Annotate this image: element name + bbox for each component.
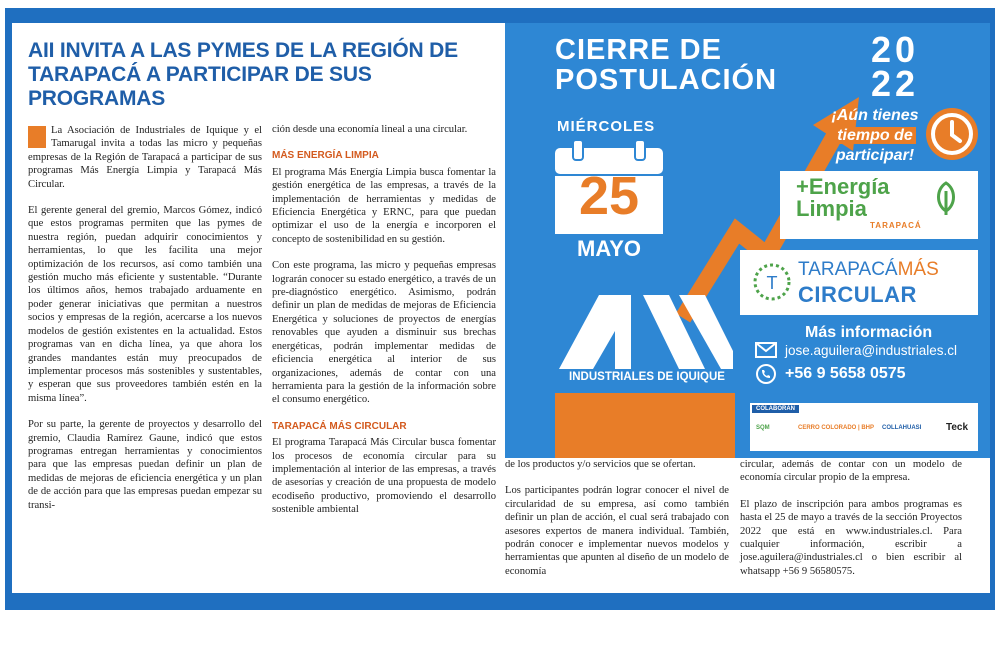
subheading-circular: TARAPACÁ MÁS CIRCULAR xyxy=(272,420,407,432)
calendar-icon xyxy=(553,138,665,273)
ad-title: CIERRE DE POSTULACIÓN xyxy=(555,34,778,96)
tarapaca-mas-circular-logo: T TARAPACÁMÁS CIRCULAR xyxy=(740,250,978,315)
sponsors-strip xyxy=(750,403,978,451)
article-column-4 xyxy=(740,458,962,591)
paragraph: Con este programa, las micro y pequeñas empresas lograrán conocer su estado energético, a través de un pre-diagnóstico energético. Asimismo, podrán definir un plan de medidas de mejoras de Eficiencia Energética y soluciones de proyectos de energías renovables que ayuden a disminuir sus brechas energéticas, podrán implementar medidas de eficiencia energética al interior de sus organizaciones, además de contar con una herramienta para la gestión de la información sobre el consumo energético. xyxy=(272,260,496,406)
paragraph: El programa Más Energía Limpia busca fomentar la gestión energética de las empresas, a través de la implementación de herramientas y medidas de Eficiencia Energética y ERNC, para que puedan optimizar el uso de la energía e incorporen el concepto de sostenibilidad en su gestión. xyxy=(272,166,496,245)
paragraph: El programa Tarapacá Más Circular busca fomentar los procesos de economía circular para su implementación al interior de las empresas, a través de asesorías y creación de una propuesta de modelo ecodiseño productivo, promoviendo el desarrollo sostenible ambiental xyxy=(272,437,496,516)
ad-day-name: MIÉRCOLES xyxy=(557,118,656,135)
article-column-2 xyxy=(272,123,496,530)
dotted-circle-badge-icon xyxy=(752,262,792,302)
ad-year: 20 22 xyxy=(871,29,920,104)
paragraph: Por su parte, la gerente de proyectos y desarrollo del gremio, Claudia Ramírez Gaune, indicó que estos programas entregan herramientas y conocimientos para que las empresas puedan definir un plan de medidas de mejoras de eficiencia energética y un plan de de acción para que las empresas puedan empezar su transi- xyxy=(28,419,262,511)
whatsapp-icon xyxy=(755,363,777,385)
email-icon xyxy=(755,342,777,358)
paragraph: de los productos y/o servicios que se ofertan. xyxy=(505,459,696,470)
date-month: MAYO xyxy=(577,236,641,261)
article-column-3 xyxy=(505,458,729,591)
article-column-1 xyxy=(28,124,262,525)
ad-slogan: ¡Aún tienes tiempo de participar! xyxy=(831,107,919,164)
paragraph: ción desde una economía lineal a una circular. xyxy=(272,124,468,135)
date-number: 25 xyxy=(578,166,640,226)
sponsor-teck: Teck xyxy=(946,422,969,433)
energia-limpia-logo: +Energía Limpia TARAPACÁ xyxy=(780,171,978,239)
clock-icon xyxy=(923,105,981,163)
paragraph: El gerente general del gremio, Marcos Gómez, indicó que estos programas permiten que las pymes de nuestra región, puedan adquirir conocimientos y herramientas, lo que les facilita una mejor optimización de los recursos, así como también una gestión mucho más eficiente y sustentable. “Durante los últimos años, hemos trabajado arduamente en poder generar iniciativas que permitan a nuestros socios y empresas de la región, acercarse a los nuevos modelos de gestión existentes en la actualidad. Estos programas van en dicha línea, ya que ahora los grandes mandantes están muy preocupados de implementar procesos más sostenibles y sustentables, y esperan que sus proveedores también estén en la misma línea”. xyxy=(28,205,262,404)
whatsapp-contact[interactable]: +56 9 5658 0575 xyxy=(755,363,906,385)
dropcap xyxy=(28,126,46,148)
article-headline: AII INVITA A LAS PYMES DE LA REGIÓN DE TARAPACÁ A PARTICIPAR DE SUS PROGRAMAS xyxy=(28,39,458,110)
sponsor-cerro-colorado: CERRO COLORADO | BHP xyxy=(798,425,875,431)
leaf-bulb-icon xyxy=(932,179,960,219)
article-continuation xyxy=(505,458,990,593)
orange-block xyxy=(555,393,735,458)
svg-text:T: T xyxy=(766,273,778,293)
info-title: Más información xyxy=(805,324,933,341)
paragraph: circular, además de contar con un modelo de economía circular propio de la empresa. xyxy=(740,459,962,484)
sponsor-sqm: SQM xyxy=(756,425,770,431)
subheading-energia: MÁS ENERGÍA LIMPIA xyxy=(272,150,379,162)
email-contact[interactable]: jose.aguilera@industriales.cl xyxy=(755,342,957,358)
advertisement xyxy=(505,23,990,458)
sponsors-label: COLABORAN xyxy=(752,405,799,413)
paragraph: Los participantes podrán lograr conocer el nivel de circularidad de su empresa, así como también definir un plan de acción, el cual será trabajado con asesores expertos de manera individual. También, podrán conocer e implementar nuevos modelos y herramientas que apunten al diseño de un modelo de economía xyxy=(505,485,729,577)
article xyxy=(12,23,505,593)
aii-caption: INDUSTRIALES DE IQUIQUE xyxy=(569,371,725,383)
paragraph: La Asociación de Industriales de Iquique y el Tamarugal invita a todas las micro y pequeñas empresas de la Región de Tarapacá a participar de sus programas Más Energía Limpia y Tarapacá Más Circular. xyxy=(28,125,262,190)
paragraph: El plazo de inscripción para ambos programas es hasta el 25 de mayo a través de la sección Proyectos 2022 que está en www.industriales.cl. Para cualquier información, escribir a jose.aguilera@industriales.cl o bien escribir al whatsapp +56 9 56580575. xyxy=(740,498,962,577)
sponsor-collahuasi: COLLAHUASI xyxy=(882,425,922,431)
